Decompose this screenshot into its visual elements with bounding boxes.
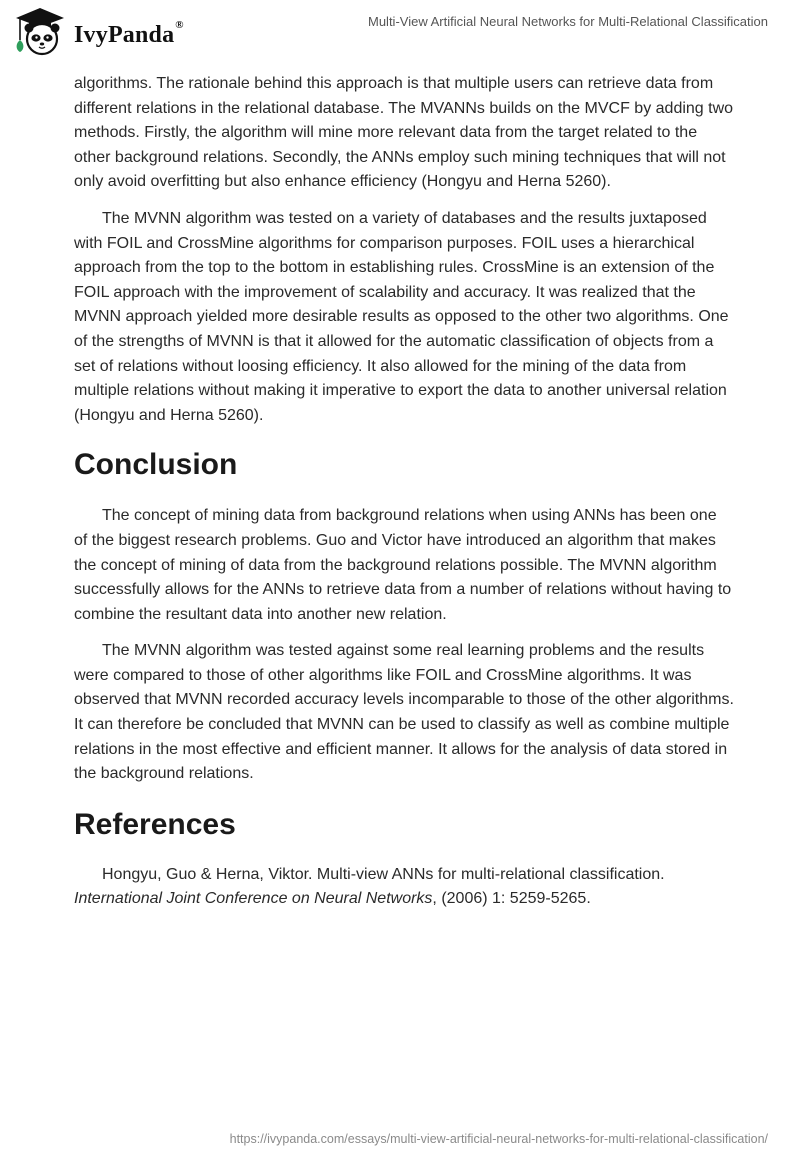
body-paragraph: The MVNN algorithm was tested on a variety of databases and the results juxtaposed with FOIL and CrossMine algorithms for comparison purposes. FOIL uses a hierarchical approach from the top to the bottom in establishing rules. CrossMine is an extension of the FOIL approach with the improvement of scalability and accuracy. It was realized that the MVNN approach yielded more desirable results as opposed to the other two algorithms. One of the strengths of MVNN is that it allowed for the automatic classification of objects from a set of relations without loosing efficiency. It also allowed for the mining of the data from multiple relations without making it imperative to export the data to another universal relation (Hongyu and Herna 5260). (74, 209, 729, 424)
brand-name: IvyPanda® (74, 19, 184, 48)
essay-body (74, 72, 734, 912)
references-heading: References (74, 807, 236, 841)
panda-graduate-icon (12, 6, 68, 56)
ivypanda-logo[interactable] (12, 6, 184, 56)
conclusion-paragraph: The concept of mining data from background relations when using ANNs has been one of the biggest research problems. Guo and Victor have introduced an algorithm that makes the concept of mining of data from the background relations possible. The MVNN algorithm successfully allows for the ANNs to retrieve data from a number of relations without having to combine the resultant data into another new relation. (74, 507, 732, 623)
conclusion-paragraph: The MVNN algorithm was tested against some real learning problems and the results were compared to those of other algorithms like FOIL and CrossMine algorithms. It was observed that MVNN recorded accuracy levels incomparable to those of the other algorithms. It can therefore be concluded that MVNN can be used to classify as well as combine multiple relations in the most effective and efficient manner. It allows for the analysis of data stored in the background relations. (74, 642, 734, 783)
journal-title: International Joint Conference on Neural Networks (74, 890, 433, 908)
reference-entry: Hongyu, Guo & Herna, Viktor. Multi-view ANNs for multi-relational classification. International Joint Conference on Neural Networks, (2006) 1: 5259-5265. (74, 865, 665, 908)
document-title: Multi-View Artificial Neural Networks for Multi-Relational Classification (368, 14, 768, 29)
conclusion-heading: Conclusion (74, 448, 238, 482)
page-header (0, 0, 800, 70)
source-url[interactable]: https://ivypanda.com/essays/multi-view-artificial-neural-networks-for-multi-relational-classification/ (229, 1132, 768, 1146)
body-paragraph: algorithms. The rationale behind this approach is that multiple users can retrieve data from different relations in the relational database. The MVANNs builds on the MVCF by adding two methods. Firstly, the algorithm will mine more relevant data from the target related to the other background relations. Secondly, the ANNs employ such mining techniques that will not only avoid overfitting but also enhance efficiency (Hongyu and Herna 5260). (74, 75, 734, 191)
